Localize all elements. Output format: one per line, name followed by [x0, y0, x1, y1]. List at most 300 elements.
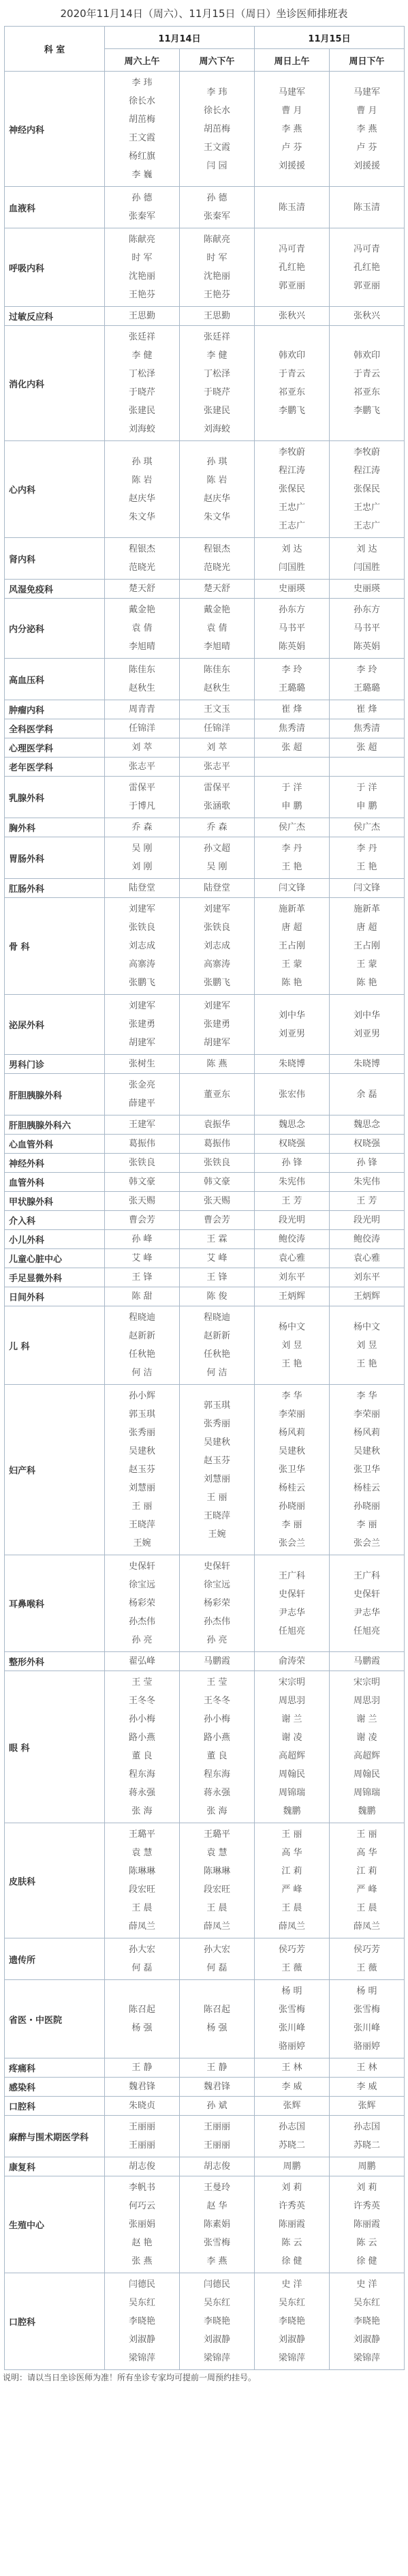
- dept-name: 生殖中心: [5, 2176, 105, 2273]
- doctor-name: 刘淑静: [128, 2335, 155, 2345]
- doctor-name: 蒋永强: [128, 1788, 155, 1798]
- doctor-name: 于 洋: [281, 783, 302, 793]
- dept-name: 高血压科: [5, 659, 105, 700]
- doctor-name: 施新革: [278, 904, 305, 914]
- shift-cell: [105, 1074, 180, 1115]
- table-row: [5, 2176, 405, 2273]
- doctor-name: 孙 峰: [131, 1234, 153, 1244]
- doctor-name: 王 林: [356, 2063, 377, 2073]
- doctor-name: 张川峰: [353, 2023, 380, 2033]
- doctor-name: 段宏旺: [128, 1885, 155, 1895]
- doctor-name: 杨 强: [131, 2023, 153, 2033]
- shift-cell: [180, 2078, 255, 2097]
- doctor-name: 杨中文: [353, 1321, 380, 1332]
- table-row: [5, 1652, 405, 1671]
- doctor-name: 魏思念: [278, 1120, 305, 1130]
- doctor-name: 江 莉: [281, 1866, 302, 1876]
- doctor-name: 陈 甜: [131, 1291, 153, 1302]
- doctor-name: 王璐璐: [278, 683, 305, 693]
- dept-name: 介入科: [5, 1211, 105, 1230]
- doctor-name: 张卫华: [353, 1465, 380, 1475]
- shift-cell: [330, 1938, 405, 1980]
- doctor-name: 袁 慧: [131, 1848, 153, 1858]
- doctor-name: 刘 刚: [131, 862, 153, 872]
- doctor-name: 严 峰: [356, 1885, 377, 1895]
- doctor-name: 时 军: [131, 253, 153, 263]
- doctor-name: 胡建军: [203, 1038, 230, 1048]
- footnote: 说明：请以当日坐诊医师为准！所有坐诊专家均可提前一周预约挂号。: [3, 2373, 257, 2382]
- shift-cell: [180, 879, 255, 898]
- doctor-name: 王广科: [353, 1570, 380, 1581]
- doctor-name: 李 华: [356, 1391, 377, 1401]
- doctor-name: 孙文超: [203, 843, 230, 854]
- doctor-name: 郭亚丽: [353, 280, 380, 291]
- doctor-name: 李 丽: [356, 1520, 377, 1530]
- shift-cell: [180, 538, 255, 580]
- doctor-name: 余 磊: [356, 1089, 377, 1100]
- shift-cell: [255, 2078, 330, 2097]
- doctor-name: 周青青: [128, 704, 155, 715]
- doctor-name: 徐宝远: [128, 1580, 155, 1590]
- doctor-name: 杨红旗: [128, 151, 155, 162]
- doctor-name: 闫国胜: [278, 563, 305, 573]
- table-row: [5, 700, 405, 719]
- doctor-name: 王晓萍: [128, 1520, 155, 1530]
- doctor-name: 路小燕: [128, 1733, 155, 1743]
- doctor-name: [255, 758, 329, 776]
- doctor-name: 王丽丽: [203, 2122, 230, 2132]
- doctor-name: 张雪梅: [278, 2005, 305, 2015]
- doctor-name: 梁锦萍: [128, 2353, 155, 2363]
- doctor-name: 王 丽: [356, 1829, 377, 1840]
- doctor-name: 刘 萃: [206, 743, 227, 753]
- shift-cell: [255, 1192, 330, 1211]
- doctor-name: 刘 达: [356, 544, 377, 554]
- doctor-name: 刘淑静: [278, 2335, 305, 2345]
- doctor-name: 冯可青: [353, 243, 380, 254]
- table-row: [5, 1074, 405, 1115]
- dept-name: 肝胆胰腺外科六: [5, 1115, 105, 1135]
- shift-cell: [105, 1980, 180, 2058]
- doctor-name: 张秋兴: [353, 311, 380, 321]
- doctor-name: 孙杰伟: [128, 1617, 155, 1627]
- doctor-name: 张鹏飞: [128, 978, 155, 988]
- doctor-name: 程东海: [203, 1769, 230, 1780]
- doctor-name: 段宏旺: [203, 1885, 230, 1895]
- doctor-name: [330, 758, 404, 776]
- doctor-name: 马建军: [353, 87, 380, 98]
- doctor-name: 马鹏霞: [353, 1656, 380, 1666]
- dept-name: 全科医学科: [5, 719, 105, 738]
- doctor-name: 王志广: [353, 521, 380, 531]
- table-row: [5, 1154, 405, 1173]
- dept-name: 老年医学科: [5, 758, 105, 777]
- doctor-name: 雷保平: [203, 783, 230, 793]
- table-row: [5, 777, 405, 818]
- shift-cell: [105, 898, 180, 995]
- doctor-name: 高超辉: [353, 1751, 380, 1761]
- doctor-name: 魏鹏: [283, 1806, 301, 1816]
- doctor-name: 翟弘峰: [128, 1656, 155, 1666]
- doctor-name: 杨风莉: [278, 1428, 305, 1438]
- doctor-name: 陈丽霞: [278, 2219, 305, 2230]
- doctor-name: 李鹏飞: [278, 406, 305, 416]
- doctor-name: 程银杰: [128, 544, 155, 554]
- doctor-name: 马书平: [278, 623, 305, 633]
- shift-cell: [105, 738, 180, 758]
- doctor-name: 徐长水: [128, 96, 155, 106]
- doctor-name: 张鹏飞: [203, 978, 230, 988]
- doctor-name: 于博凡: [128, 801, 155, 811]
- doctor-name: 周翰民: [353, 1769, 380, 1780]
- shift-cell: [255, 738, 330, 758]
- doctor-name: 孙 锋: [281, 1158, 302, 1168]
- doctor-name: 王文玉: [203, 704, 230, 715]
- shift-cell: [330, 719, 405, 738]
- shift-cell: [105, 1823, 180, 1938]
- doctor-name: 严 峰: [281, 1885, 302, 1895]
- doctor-name: 李 玮: [131, 78, 153, 88]
- doctor-name: 崔 烽: [356, 704, 377, 715]
- doctor-name: 程江涛: [353, 466, 380, 476]
- doctor-name: 王 静: [206, 2063, 227, 2073]
- doctor-name: 李 丹: [281, 843, 302, 854]
- doctor-name: 周锦瑞: [278, 1788, 305, 1798]
- doctor-name: 徐 健: [356, 2256, 377, 2266]
- doctor-name: 陈玉清: [278, 202, 305, 213]
- doctor-name: 楚天舒: [128, 584, 155, 594]
- shift-cell: [255, 538, 330, 580]
- doctor-name: 王 静: [131, 2063, 153, 2073]
- shift-cell: [105, 326, 180, 441]
- dept-name: 肿瘤内科: [5, 700, 105, 719]
- shift-cell: [180, 72, 255, 187]
- shift-cell: [255, 995, 330, 1055]
- doctor-name: 梁锦萍: [278, 2353, 305, 2363]
- shift-cell: [255, 818, 330, 837]
- table-row: [5, 1555, 405, 1652]
- doctor-name: 张树生: [128, 1059, 155, 1069]
- shift-cell: [180, 1555, 255, 1652]
- doctor-name: 申 鹏: [356, 801, 377, 811]
- shift-cell: [105, 2097, 180, 2116]
- doctor-name: 李 健: [131, 350, 153, 361]
- doctor-name: 程晓迪: [128, 1313, 155, 1323]
- doctor-name: 董 良: [206, 1751, 227, 1761]
- doctor-name: 江 莉: [356, 1866, 377, 1876]
- doctor-name: 吴东红: [128, 2298, 155, 2308]
- doctor-name: 张 超: [281, 743, 302, 753]
- shift-cell: [330, 187, 405, 228]
- doctor-name: 王 晨: [281, 1903, 302, 1913]
- doctor-name: 胡志俊: [203, 2161, 230, 2172]
- doctor-name: 吴建秋: [353, 1446, 380, 1456]
- doctor-name: 孙小辉: [128, 1391, 155, 1401]
- doctor-name: 张志平: [203, 762, 230, 772]
- doctor-name: 王占刚: [278, 941, 305, 951]
- doctor-name: 吴东红: [278, 2298, 305, 2308]
- doctor-name: 薛凤兰: [128, 1921, 155, 1932]
- doctor-name: 孙 斌: [206, 2101, 227, 2111]
- doctor-name: 李牧蔚: [278, 447, 305, 458]
- doctor-name: 王忠广: [353, 503, 380, 513]
- shift-cell: [255, 2273, 330, 2370]
- dept-name: 胸外科: [5, 818, 105, 837]
- doctor-name: 杨 强: [206, 2023, 227, 2033]
- dept-name: 省医・中医院: [5, 1980, 105, 2058]
- shift-header: 周日上午: [255, 49, 330, 72]
- shift-cell: [330, 2273, 405, 2370]
- doctor-name: 张铁良: [203, 1158, 230, 1168]
- doctor-name: 张 海: [131, 1806, 153, 1816]
- dept-name: 血管外科: [5, 1173, 105, 1192]
- doctor-name: 刘建军: [203, 904, 230, 914]
- doctor-name: 袁 慧: [206, 1848, 227, 1858]
- doctor-name: 魏鹏: [358, 1806, 376, 1816]
- doctor-name: 史 洋: [281, 2279, 302, 2290]
- doctor-name: 张宏伟: [278, 1089, 305, 1100]
- doctor-name: 吴东红: [203, 2298, 230, 2308]
- doctor-name: 王 莹: [131, 1677, 153, 1688]
- doctor-name: 申 鹏: [281, 801, 302, 811]
- shift-cell: [255, 1287, 330, 1306]
- doctor-name: 刘海蛟: [128, 424, 155, 434]
- doctor-name: 任锦洋: [203, 723, 230, 734]
- shift-cell: [180, 758, 255, 777]
- dept-name: 男科门诊: [5, 1055, 105, 1074]
- shift-cell: [105, 777, 180, 818]
- doctor-name: 祁亚东: [353, 387, 380, 398]
- doctor-name: 戴金艳: [128, 605, 155, 615]
- doctor-name: 王冬冬: [128, 1696, 155, 1706]
- dept-name: 风湿免疫科: [5, 580, 105, 599]
- shift-cell: [105, 1306, 180, 1385]
- doctor-name: 张辉: [358, 2101, 376, 2111]
- dept-name: 神经外科: [5, 1154, 105, 1173]
- doctor-name: 侯广杰: [353, 822, 380, 833]
- page-title: 2020年11月14日（周六）、11月15日（周日）坐诊医师排班表: [60, 7, 348, 20]
- shift-cell: [255, 1055, 330, 1074]
- doctor-name: 闫德民: [128, 2279, 155, 2290]
- doctor-name: 李晓艳: [353, 2316, 380, 2326]
- doctor-name: 焦秀清: [278, 723, 305, 734]
- shift-cell: [180, 2157, 255, 2176]
- doctor-name: 刘 达: [281, 544, 302, 554]
- doctor-name: 施新革: [353, 904, 380, 914]
- doctor-name: 孙 德: [131, 193, 153, 203]
- doctor-name: 王 艳: [356, 862, 377, 872]
- doctor-name: 张秀丽: [128, 1428, 155, 1438]
- doctor-name: 张廷祥: [203, 332, 230, 342]
- doctor-name: 陆登堂: [128, 883, 155, 893]
- doctor-name: 苏晓二: [353, 2140, 380, 2151]
- table-row: [5, 1938, 405, 1980]
- doctor-name: 闫国胜: [353, 563, 380, 573]
- doctor-name: 陈献亮: [128, 235, 155, 245]
- shift-cell: [255, 1980, 330, 2058]
- doctor-name: 李 燕: [206, 2256, 227, 2266]
- shift-cell: [105, 538, 180, 580]
- doctor-name: 王婉: [133, 1538, 151, 1548]
- table-row: [5, 538, 405, 580]
- doctor-name: 孙 亮: [206, 1635, 227, 1645]
- doctor-name: 梁锦萍: [353, 2353, 380, 2363]
- doctor-name: 李晓艳: [203, 2316, 230, 2326]
- dept-name: 日间外科: [5, 1287, 105, 1306]
- doctor-name: 郭玉琪: [128, 1409, 155, 1420]
- doctor-name: 王炳辉: [353, 1291, 380, 1302]
- doctor-name: 刘 莉: [356, 2183, 377, 2193]
- doctor-name: 于 洋: [356, 783, 377, 793]
- doctor-name: 吴建秋: [278, 1446, 305, 1456]
- doctor-name: 袁 倩: [131, 623, 153, 633]
- shift-cell: [255, 879, 330, 898]
- doctor-name: 段光明: [353, 1215, 380, 1225]
- shift-cell: [105, 72, 180, 187]
- doctor-name: 刘援援: [353, 160, 380, 171]
- doctor-name: 宋宗明: [278, 1677, 305, 1688]
- doctor-name: 陈英娟: [353, 642, 380, 652]
- shift-cell: [255, 2116, 330, 2157]
- shift-cell: [255, 1385, 330, 1555]
- doctor-name: 董亚东: [203, 1089, 230, 1100]
- doctor-name: 李 玲: [356, 665, 377, 675]
- table-row: [5, 72, 405, 187]
- shift-cell: [330, 307, 405, 326]
- shift-cell: [105, 580, 180, 599]
- doctor-name: 刘建军: [203, 1001, 230, 1011]
- dept-name: 甲状腺外科: [5, 1192, 105, 1211]
- doctor-name: 李 燕: [281, 123, 302, 134]
- doctor-name: 刘 萃: [131, 743, 153, 753]
- doctor-name: 马书平: [353, 623, 380, 633]
- doctor-name: 张建民: [128, 406, 155, 416]
- shift-cell: [180, 1823, 255, 1938]
- table-row: [5, 719, 405, 738]
- doctor-name: 周翰民: [278, 1769, 305, 1780]
- doctor-name: 王 艳: [356, 1358, 377, 1369]
- doctor-name: 陈献亮: [203, 235, 230, 245]
- shift-cell: [330, 1192, 405, 1211]
- doctor-name: 孙小梅: [128, 1714, 155, 1724]
- doctor-name: 陈 岩: [206, 475, 227, 485]
- doctor-name: 戴金艳: [203, 605, 230, 615]
- doctor-name: 蒋永强: [203, 1788, 230, 1798]
- shift-cell: [330, 2058, 405, 2078]
- doctor-name: 王璐平: [203, 1829, 230, 1840]
- doctor-name: 赵秋生: [128, 683, 155, 693]
- shift-cell: [180, 1385, 255, 1555]
- doctor-name: 徐 健: [281, 2256, 302, 2266]
- doctor-name: 张会兰: [278, 1538, 305, 1548]
- table-row: [5, 837, 405, 879]
- table-row: [5, 659, 405, 700]
- doctor-name: 吴 刚: [206, 862, 227, 872]
- shift-cell: [105, 1173, 180, 1192]
- doctor-name: 王思勤: [203, 311, 230, 321]
- doctor-name: 刘中华: [353, 1010, 380, 1021]
- shift-cell: [255, 1555, 330, 1652]
- doctor-name: 陆登堂: [203, 883, 230, 893]
- doctor-name: 孙杰伟: [203, 1617, 230, 1627]
- doctor-name: 王 锋: [131, 1272, 153, 1283]
- doctor-name: 李 健: [206, 350, 227, 361]
- doctor-name: 袁心雅: [353, 1253, 380, 1263]
- dept-name: 神经内科: [5, 72, 105, 187]
- doctor-name: 史 洋: [356, 2279, 377, 2290]
- doctor-name: 卢 芬: [281, 142, 302, 153]
- shift-cell: [180, 777, 255, 818]
- doctor-name: 张雪梅: [353, 2005, 380, 2015]
- dept-name: 肝胆胰腺外科: [5, 1074, 105, 1115]
- doctor-name: 杨彩荣: [128, 1598, 155, 1608]
- doctor-name: 刘东平: [278, 1272, 305, 1283]
- doctor-name: 张雪梅: [203, 2238, 230, 2248]
- shift-cell: [255, 1938, 330, 1980]
- header-row-days: [5, 27, 405, 49]
- doctor-name: 王 艳: [281, 862, 302, 872]
- doctor-name: 刘建军: [128, 904, 155, 914]
- dept-name: 心理医学科: [5, 738, 105, 758]
- table-row: [5, 2273, 405, 2370]
- dept-name: 心血管外科: [5, 1135, 105, 1154]
- doctor-name: 赵玉芬: [128, 1465, 155, 1475]
- doctor-name: 郭亚丽: [278, 280, 305, 291]
- dept-name: 呼吸内科: [5, 228, 105, 307]
- shift-cell: [330, 1980, 405, 2058]
- doctor-name: 周鹏: [283, 2161, 301, 2172]
- dept-name: 泌尿外科: [5, 995, 105, 1055]
- doctor-name: 张铁良: [203, 923, 230, 933]
- table-row: [5, 580, 405, 599]
- doctor-name: 薛建平: [128, 1098, 155, 1109]
- doctor-name: 王 晨: [131, 1903, 153, 1913]
- doctor-name: 张廷祥: [128, 332, 155, 342]
- doctor-name: 陈 艳: [281, 978, 302, 988]
- shift-cell: [330, 1652, 405, 1671]
- doctor-name: 孔红艳: [353, 262, 380, 273]
- doctor-name: 王炳辉: [278, 1291, 305, 1302]
- day2-header: 11月15日: [255, 27, 405, 49]
- table-row: [5, 1823, 405, 1938]
- shift-cell: [105, 1555, 180, 1652]
- doctor-name: 刘志成: [128, 941, 155, 951]
- doctor-name: 韩欢印: [278, 350, 305, 361]
- shift-cell: [180, 599, 255, 659]
- doctor-name: 朱晓博: [353, 1059, 380, 1069]
- shift-cell: [105, 758, 180, 777]
- shift-cell: [255, 72, 330, 187]
- doctor-name: 何巧云: [128, 2201, 155, 2211]
- doctor-name: 魏君锋: [128, 2082, 155, 2092]
- doctor-name: 唐 超: [281, 923, 302, 933]
- doctor-name: 任秋艳: [128, 1349, 155, 1360]
- doctor-name: 陈 燕: [206, 1059, 227, 1069]
- doctor-name: 尹志华: [353, 1607, 380, 1618]
- doctor-name: 权晓强: [353, 1139, 380, 1149]
- shift-cell: [330, 1173, 405, 1192]
- shift-cell: [180, 2097, 255, 2116]
- doctor-name: 侯巧芳: [278, 1945, 305, 1955]
- shift-header: 周六上午: [105, 49, 180, 72]
- doctor-name: 任旭亮: [353, 1626, 380, 1636]
- doctor-name: 周思羽: [278, 1696, 305, 1706]
- doctor-name: 谢 凌: [281, 1733, 302, 1743]
- dept-name: 胃肠外科: [5, 837, 105, 879]
- doctor-name: 史丽瑛: [278, 584, 305, 594]
- doctor-name: 李 玮: [206, 87, 227, 98]
- doctor-name: 丁松泽: [203, 369, 230, 379]
